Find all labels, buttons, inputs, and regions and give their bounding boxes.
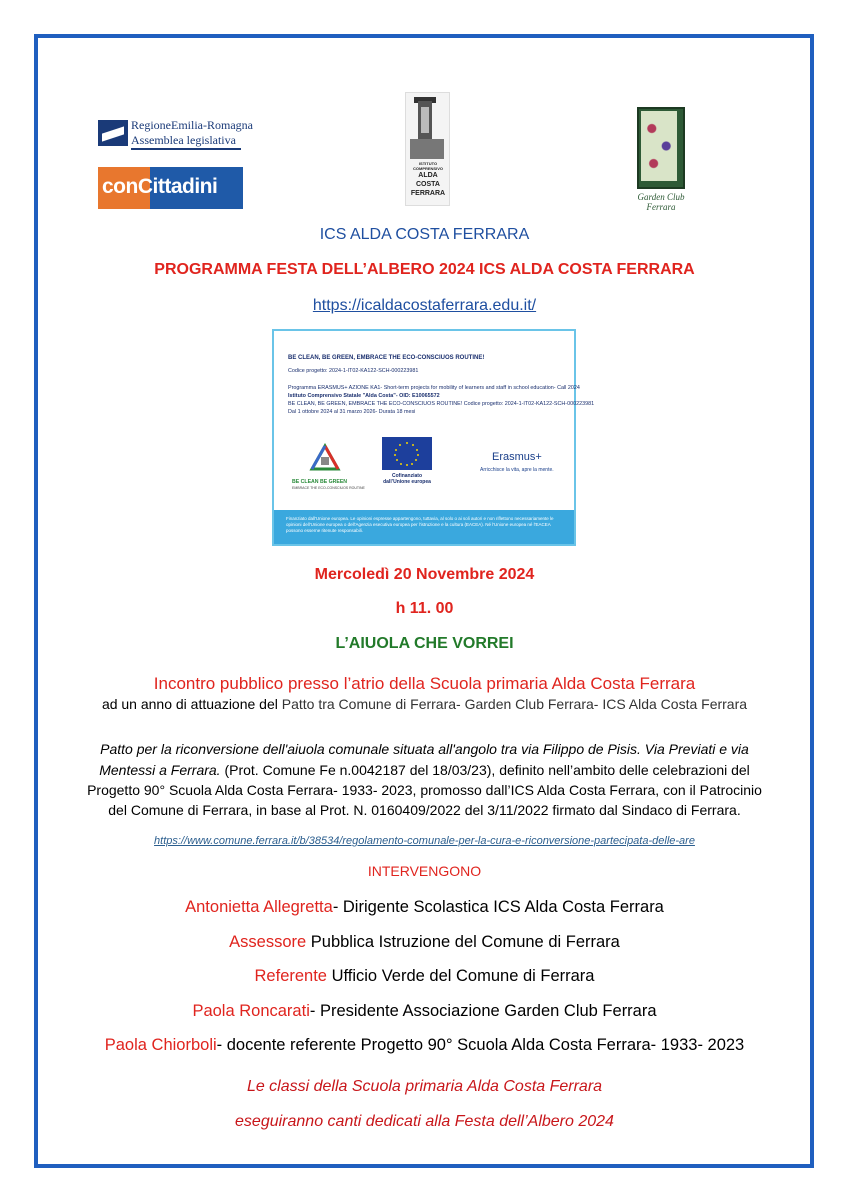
banner-dates: Dal 1 ottobre 2024 al 31 marzo 2026- Durata 18 mesi [288,409,416,415]
speaker-row [40,1002,809,1021]
banner-code: Codice progetto: 2024-1-IT02-KA122-SCH-000223981 [288,368,419,374]
speaker-name: Assessore [229,932,307,951]
banner-institute: Istituto Comprensivo Statale "Alda Costa"- OID: E10065572 [288,393,440,399]
floral-pattern-icon [641,111,677,181]
eu-caption-line: Cofinanziato [392,473,422,479]
page-title: PROGRAMMA FESTA DELL’ALBERO 2024 ICS ALDA COSTA FERRARA [154,261,695,278]
speaker-role: - Dirigente Scolastica ICS Alda Costa Ferrara [332,898,664,916]
event-name: L’AIUOLA CHE VORREI [335,635,514,652]
banner-disclaimer-strip [274,510,574,544]
anniversary-pact: Patto tra Comune di Ferrara- Garden Club Ferrara- ICS Alda Costa Ferrara [281,696,748,712]
event-anniversary [40,696,809,712]
garden-club-caption [628,192,694,212]
org-name: ICS ALDA COSTA FERRARA [319,226,530,243]
eu-caption [378,473,436,485]
closing-line-2: eseguiranno canti dedicati alla Festa dell’Albero 2024 [235,1113,614,1130]
school-logo-line: COMPRENSIVO [412,166,443,171]
regione-assembly: Assemblea legislativa [131,133,236,147]
garden-club-name: Garden Club [637,192,685,202]
erasmus-tagline: Arricchisce la vita, apre la mente. [480,467,554,473]
speaker-row [40,967,809,986]
speaker-role: Ufficio Verde del Comune di Ferrara [326,967,595,985]
concittadini-logo [98,167,243,209]
description-rest: (Prot. Comune Fe n.0042187 del 18/03/23), definito nell’ambito delle celebrazioni del [220,762,750,778]
concittadini-con: con [102,175,138,198]
banner-headline: BE CLEAN, BE GREEN, EMBRACE THE ECO-CONSCIUOS ROUTINE! [288,355,485,361]
speaker-name: Antonietta Allegretta [185,898,333,916]
erasmus-banner [272,329,595,546]
school-logo [405,92,450,206]
closing-line-1: Le classi della Scuola primaria Alda Costa Ferrara [246,1078,603,1095]
speaker-row [40,933,809,952]
regione-divider [131,148,241,150]
event-date: Mercoledì 20 Novembre 2024 [314,566,535,583]
eu-caption-line: dall’Unione europea [383,479,431,485]
speaker-role: Pubblica Istruzione del Comune di Ferrara [306,932,620,951]
description-line-2 [40,762,809,778]
event-time: h 11. 00 [395,600,454,617]
event-meeting: Incontro pubblico presso l’atrio della Scuola primaria Alda Costa Ferrara [153,674,696,693]
speaker-row [40,898,809,917]
school-logo-line: ALDA [418,172,438,179]
description-italic: Mentessi a Ferrara. [99,762,221,778]
speaker-name: Paola Roncarati [192,1001,310,1020]
speaker-role: - Presidente Associazione Garden Club Ferrara [309,1001,657,1020]
school-logo-line: ISTITUTO [418,161,438,166]
speaker-role: - docente referente Progetto 90° Scuola Alda Costa Ferrara- 1933- 2023 [216,1036,745,1054]
concittadini-cittadini: Cittadini [137,175,218,198]
description-line-1: Patto per la riconversione dell'aiuola comunale situata all'angolo tra via Filippo de Pisis. Via Previati e via [100,741,749,757]
description-line-3: Progetto 90° Scuola Alda Costa Ferrara- 1933- 2023, promosso dall’ICS Alda Costa Ferrara, con il Patrocinio [87,782,762,798]
garden-club-logo [637,107,685,189]
description-line-4: del Comune di Ferrara, in base al Prot. N. 0160409/2022 del 3/11/2022 firmato dal Sindaco di Ferrara. [108,802,741,818]
recycle-icon [308,443,342,477]
erasmus-logo: Erasmus+ [492,451,542,463]
garden-club-city: Ferrara [646,202,676,212]
banner-programme: Programma ERASMUS+ AZIONE KA1- Short-term projects for mobility of learners and staff in school education- Call 2024 [288,385,580,391]
speaker-row [40,1036,809,1055]
school-logo-line: COSTA [416,181,440,188]
speakers-heading: INTERVENGONO [367,863,482,879]
regione-name: RegioneEmilia-Romagna [131,118,253,132]
school-logo-line: FERRARA [410,190,446,197]
banner-disclaimer: Finanziato dall'Unione europea. Le opinioni espresse appartengono, tuttavia, al solo o ai soli autori e non riflettono necessariamente le opinioni dell'Unione europea o dell'Agenzia esecutiva europea per l'istruzione e la cultura (EACEA). Né l'Unione europea né l'EACEA possono esserne ritenute responsabili. [286,516,554,533]
regione-mark-icon [98,120,128,146]
bcbg-sub-label: EMBRACE THE ECO-CONSCIUOS ROUTINE [292,486,365,490]
school-website-link[interactable]: https://icaldacostaferrara.edu.it/ [312,297,537,314]
building-icon [410,139,444,159]
bcbg-label: BE CLEAN BE GREEN [292,479,348,485]
regulation-link[interactable]: https://www.comune.ferrara.it/b/38534/regolamento-comunale-per-la-cura-e-riconversione-partecipata-delle-are [154,835,695,847]
eu-flag-icon [382,437,432,470]
speaker-name: Paola Chiorboli [104,1036,217,1054]
regione-logo [98,118,253,158]
speaker-name: Referente [254,967,327,985]
banner-repeat: BE CLEAN, BE GREEN, EMBRACE THE ECO-CONSCIUOS ROUTINE! Codice progetto: 2024-1-IT02-KA122-SCH-000223981 [288,401,595,407]
tower-icon [418,101,432,141]
anniversary-prefix: ad un anno di attuazione del [101,696,282,712]
